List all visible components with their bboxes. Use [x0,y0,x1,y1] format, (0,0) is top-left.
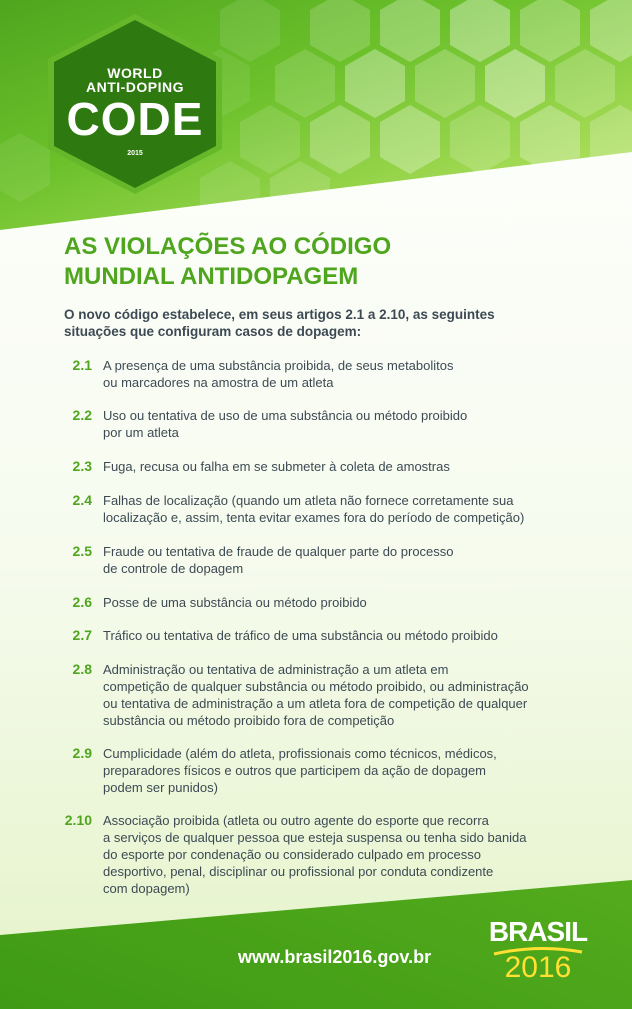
logo-world: WORLD [107,65,163,81]
item-line: A presença de uma substância proibida, de seus metabolitos [103,358,454,373]
item-number: 2.2 [72,407,92,423]
item-line: Tráfico ou tentativa de tráfico de uma substância ou método proibido [103,628,498,643]
item-text [103,627,583,644]
item-number: 2.4 [72,492,92,508]
item-line: Uso ou tentativa de uso de uma substância ou método proibido [103,408,468,423]
world-anti-doping-code-logo [40,14,230,194]
item-line: por um atleta [103,425,179,440]
intro-paragraph [64,306,594,340]
item-line: Associação proibida (atleta ou outro agente do esporte que recorra [103,813,489,828]
intro-line-2: situações que configuram casos de dopagem: [64,324,362,339]
item-number: 2.9 [72,745,92,761]
item-line: Administração ou tentativa de administração a um atleta em [103,662,449,677]
item-number: 2.1 [72,357,92,373]
item-line: Fuga, recusa ou falha em se submeter à coleta de amostras [103,459,450,474]
item-line: competição de qualquer substância ou método proibido, ou administração [103,679,529,694]
brasil-year: 2016 [504,951,572,984]
item-line: podem ser punidos) [103,780,218,795]
item-line: Posse de uma substância ou método proibido [103,595,367,610]
item-line: localização e, assim, tenta evitar exames fora do período de competição) [103,510,525,525]
brasil-2016-logo [488,916,588,996]
item-line: ou marcadores na amostra de um atleta [103,375,334,390]
item-text [103,492,583,526]
item-text [103,745,583,796]
item-line: Cumplicidade (além do atleta, profissionais como técnicos, médicos, [103,746,497,761]
item-line: Fraude ou tentativa de fraude de qualquer parte do processo [103,544,454,559]
title-line-2: MUNDIAL ANTIDOPAGEM [64,263,359,290]
item-line: com dopagem) [103,881,190,896]
logo-code: CODE [66,93,204,145]
intro-line-1: O novo código estabelece, em seus artigos 2.1 a 2.10, as seguintes [64,307,495,322]
item-text [103,543,583,577]
item-number: 2.10 [64,812,92,828]
item-line: Falhas de localização (quando um atleta não fornece corretamente sua [103,493,514,508]
item-text [103,594,583,611]
item-line: preparadores físicos e outros que participem da ação de dopagem [103,763,487,778]
page-title [64,232,604,292]
website-link[interactable]: www.brasil2016.gov.br [238,947,432,967]
item-number: 2.6 [72,594,92,610]
item-line: a serviços de qualquer pessoa que esteja suspensa ou tenha sido banida [103,830,527,845]
item-line: substância ou método proibido fora de competição [103,713,395,728]
brasil-word: BRASIL [488,916,588,947]
item-line: desportivo, penal, disciplinar ou profissional por conduta condizente [103,864,494,879]
item-number: 2.5 [72,543,92,559]
item-line: ou tentativa de administração a um atleta fora de competição de qualquer [103,696,528,711]
item-text [103,812,583,897]
item-line: do esporte por condenação ou considerado culpado em processo [103,847,481,862]
title-line-1: AS VIOLAÇÕES AO CÓDIGO [64,233,392,260]
item-number: 2.8 [72,661,92,677]
item-text [103,357,583,391]
item-line: de controle de dopagem [103,561,244,576]
item-text [103,661,583,729]
item-text [103,407,583,441]
logo-year: 2015 [127,150,143,157]
logo-anti-doping: ANTI-DOPING [85,79,185,95]
item-number: 2.3 [72,458,92,474]
item-text [103,458,583,475]
item-number: 2.7 [72,627,92,643]
